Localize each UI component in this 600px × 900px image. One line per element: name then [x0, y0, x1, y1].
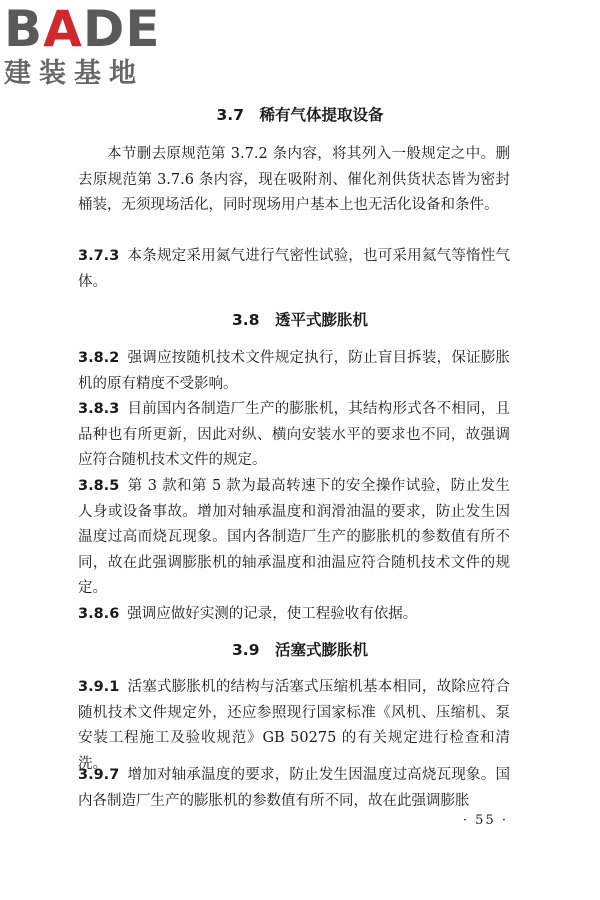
page-number: · 55 ·	[462, 813, 508, 828]
logo-subtitle: 建装基地	[4, 58, 144, 89]
paragraph-3-7-3: 3.7.3 本条规定采用氮气进行气密性试验，也可采用氦气等惰性气体。	[78, 248, 510, 290]
paragraph-3-8-5: 3.8.5 第 3 款和第 5 款为最高转速下的安全操作试验，防止发生人身或设备事故。增加对轴承温度和润滑油温的要求，防止发生因温度过高而烧瓦现象。国内各制造厂生产的膨胀机的参数值有所不同，故在此强调膨胀机的轴承温度和油温应符合随机技术文件的规定。	[78, 478, 510, 596]
paragraph-3-8-3: 3.8.3 目前国内各制造厂生产的膨胀机，其结构形式各不相同，且品种也有所更新，因此对纵、横向安装水平的要求也不同，故强调应符合随机技术文件的规定。	[78, 401, 510, 468]
logo	[4, 2, 194, 98]
section-title-3-7: 3.7 稀有气体提取设备	[216, 106, 384, 124]
paragraph-3-9-1: 3.9.1 活塞式膨胀机的结构与活塞式压缩机基本相同，故除应符合随机技术文件规定外，还应参照现行国家标准《风机、压缩机、泵安装工程施工及验收规范》GB 50275 的有关规定进行检查和清洗。	[78, 679, 510, 772]
paragraph-3-8-6: 3.8.6 强调应做好实测的记录，使工程验收有依据。	[78, 606, 418, 622]
paragraph-3-8-2: 3.8.2 强调应按随机技术文件规定执行，防止盲目拆装，保证膨胀机的原有精度不受影响。	[78, 350, 510, 392]
logo-mark: BADE	[4, 0, 161, 58]
paragraph-3-9-7: 3.9.7 增加对轴承温度的要求，防止发生因温度过高烧瓦现象。国内各制造厂生产的膨胀机的参数值有所不同，故在此强调膨胀	[78, 767, 510, 809]
section-title-3-8: 3.8 透平式膨胀机	[232, 311, 368, 329]
section-title-3-9: 3.9 活塞式膨胀机	[232, 641, 368, 659]
logo-accent-letter: A	[43, 0, 83, 58]
paragraph-3-7-intro: 本节删去原规范第 3.7.2 条内容，将其列入一般规定之中。删去原规范第 3.7.6 条内容，现在吸附剂、催化剂供货状态皆为密封桶装，无须现场活化，同时现场用户基本上也无活化设备和条件。	[78, 146, 510, 213]
